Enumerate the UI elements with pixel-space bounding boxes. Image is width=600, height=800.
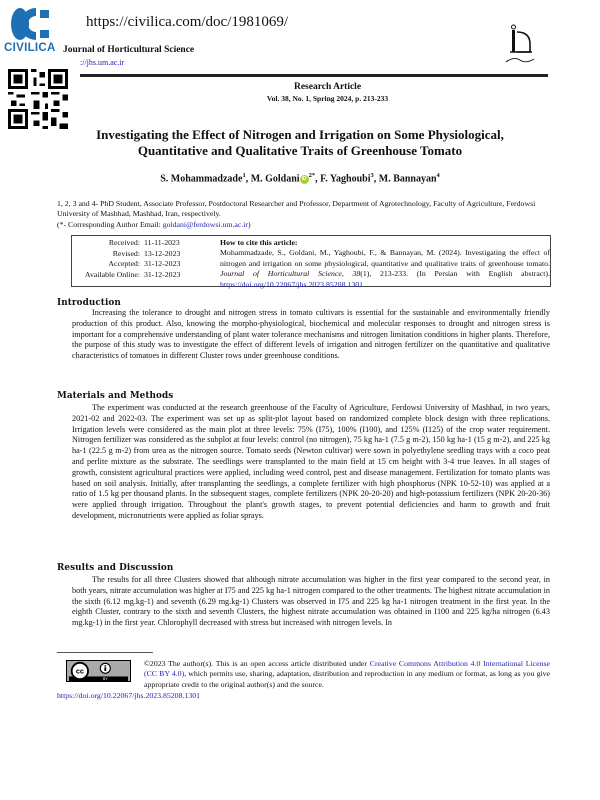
citation: How to cite this article: Mohammadzade, S., Goldani, M., Yaghoubi, F., & Bannayan, M. (2024). Investigating the effect of nitrogen and irrigation on some physiological, quantitative and qualitative traits of greenhouse tomato. Journal of Horticultural Science, 38(1), 213-233. (In Persian with English abstract). https://doi.org/10.22067/jhs.2023.85208.1301 [220,238,550,289]
svg-text:BY: BY [102,677,108,682]
section-heading-introduction: Introduction [57,298,121,308]
journal-site-link[interactable]: ://jhs.um.ac.ir [80,58,125,67]
ferdowsi-university-logo-icon [500,22,540,68]
author-name: S. Mohammadzade [160,173,243,185]
citation-journal: Journal of Horticultural Science, 38 [220,269,361,279]
author-list: S. Mohammadzade$^1$, M. Goldani iD $^{2*}$, F. Yaghoubi$^3$, M. Bannayan$^4$ [160,172,440,185]
date-row-online: Available Online: 31-12-2023 [84,269,181,279]
svg-text:cc: cc [75,666,84,676]
license-link[interactable]: Creative Commons Attribution 4.0 International License (CC BY 4.0) [144,659,550,679]
affiliation-text: 1, 2, 3 and 4- PhD Student, Associate Professor, Postdoctoral Researcher and Professor, Department of Agrotechnology, Faculty of Agriculture, Ferdowsi University of Mashhad, Mashhad, Iran, respectively. [57,199,536,219]
civilica-logo-icon [8,6,56,42]
author-name: M. Goldani [250,173,300,185]
affiliation [57,199,547,230]
cc-by-license-icon[interactable] [66,660,131,682]
section-heading-methods: Materials and Methods [57,391,174,401]
journal-name: Journal of Horticultural Science [63,45,195,55]
article-dates [76,238,216,280]
author-name: M. Bannayan [378,173,437,185]
footer-doi-link[interactable]: https://doi.org/10.22067/jhs.2023.85208.1301 [57,691,201,700]
methods-body: The experiment was conducted at the research greenhouse of the Faculty of Agriculture, Ferdowsi University of Mashhad, in two years, 2021-02 and 2022-03. The experiment was set up as split-plot layout based on randomized complete block design with three replications. Irrigation levels were considered as the main plot at three levels: 75% (I75), 100% (I100), and 125% (I125) of the crop water requirement. Nitrogen fertilizer was considered as the subplot at four levels: control (no nitrogen), 75 kg ha-1 (7.5 g m-2), 150 kg ha-1 (15 g m-2), and 225 kg ha-1 (22.5 g m-2) from urea as the nitrogen source. Tomato seeds (Newton cultivar) were sown in polyethylene seedling trays with a coco peat and perlite mixture as the substrate. The seedlings were transplanted to the main field at 15 cm height with 3-4 true leaves. In all stages of growth, consistent agricultural practices were applied, including weed control, pest and disease management. Fertilization for tomato plants was based on soil analysis. Initially, after transplanting the seedlings, a complete fertilizer with high phosphorus (NPK 10-52-10) was applied at a ratio of 1.5 kg per thousand plants. In the subsequent stages, complete fertilizers (NPK 20-20-20) and high-potassium fertilizers (NPK 20-20-36) were applied through irrigation. Throughout the plant's growth stages, to prevent potential deficiencies and harm to growth and fruit development, micronutrients were applied as foliar sprays. [72,403,550,520]
article-type: Research Article [293,82,362,92]
corresponding-author: (*- Corresponding Author Email: goldani@ferdowsi.um.ac.ir) [57,219,251,229]
results-body: The results for all three Clusters showed that although nitrate accumulation was higher in the first year compared to the second year, in both years, nitrate accumulation was higher at I75 and 225 kg ha-1 nitrogen compared to the other treatments. The highest nitrate accumulation in the sixth (6.12 mg.kg-1) and seventh (6.29 mg.kg-1) Clusters was observed in I75 and 225 kg ha-1 nitrogen treatment in the first year. In the eighth Cluster, contrary to the sixth and seventh Clusters, the highest nitrate accumulation was obtained in I100 and 225 kg/ha nitrogen (6.43 mg.kg-1) in the first year. Chlorophyll decreased with stress but increased with nitrogen levels. In [72,575,550,628]
date-row-accepted: Accepted: 31-12-2023 [108,259,181,268]
introduction-body: Increasing the tolerance to drought and nitrogen stress in tomato cultivars is essential for the sustainable and environmentally friendly production of this product. Also, knowing the morpho-physiological, biochemical and molecular responses to drought and nitrogen stress is important for a comprehensive understanding of plant water tolerance mechanisms and nitrogen limitation conditions in higher plants. Therefore, the purpose of this study was to investigate the effect of different levels of irrigation and nitrogen fertilizer on the quantitative and qualitative characteristics of tomatoes in different Cluster rows under greenhouse conditions. [72,308,550,361]
source-url[interactable]: https://civilica.com/doc/1981069/ [86,14,289,30]
civilica-label: CIVILICA [4,42,56,54]
volume-info: Vol. 38, No. 1, Spring 2024, p. 213-233 [266,94,389,103]
citation-heading: How to cite this article: [220,238,298,247]
header-rule [80,74,548,77]
citation-doi-link[interactable]: https://doi.org/10.22067/jhs.2023.85208.1301 [220,279,364,289]
date-row-revised: Revised: 13-12-2023 [112,248,181,258]
title-line-2: Quantitative and Qualitative Traits of Greenhouse Tomato [137,143,463,158]
date-row-received: Received: 11-11-2023 [108,238,180,247]
title-line-1: Investigating the Effect of Nitrogen and Irrigation on Some Physiological, [96,127,504,142]
section-heading-results: Results and Discussion [57,563,174,573]
orcid-icon[interactable]: iD [301,175,307,182]
author-name: F. Yaghoubi [320,173,371,185]
corresponding-email-link[interactable]: goldani@ferdowsi.um.ac.ir [162,219,249,229]
license-text: ©2023 The author(s). This is an open access article distributed under Creative Commons Attribution 4.0 International License (CC BY 4.0), which permits use, sharing, adaptation, distribution and reproduction in any medium or format, as long as you give appropriate credit to the original author(s) and the source. [144,659,550,689]
footnote-rule [57,652,153,653]
page-title [60,127,540,159]
